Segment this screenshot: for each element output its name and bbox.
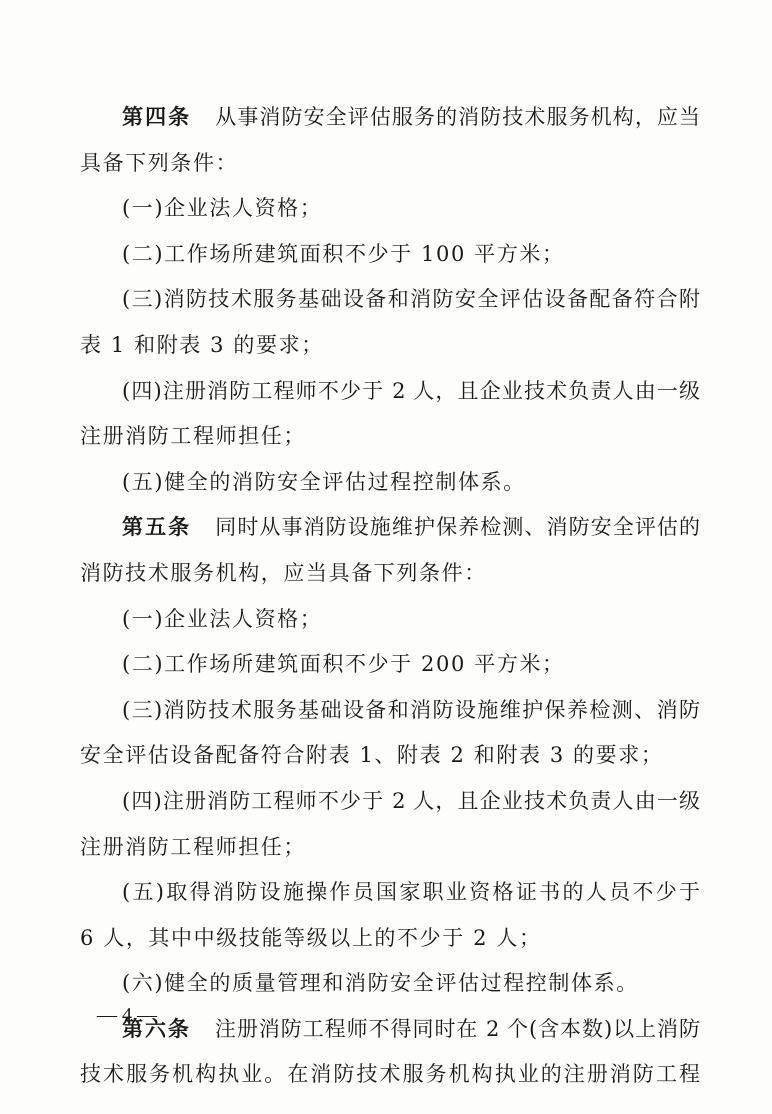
article-4-item-5: (五)健全的消防安全评估过程控制体系。 <box>122 469 526 494</box>
page-number: — 4 — <box>97 1004 157 1026</box>
article-5-item-4-continuation: 注册消防工程师担任； <box>80 834 306 859</box>
article-5-text: 同时从事消防设施维护保养检测、消防安全评估的 <box>215 515 700 540</box>
article-5-item-3: (三)消防技术服务基础设备和消防设施维护保养检测、消防 <box>122 697 700 722</box>
article-5-item-3-continuation: 安全评估设备配备符合附表 1、附表 2 和附表 3 的要求； <box>80 743 664 768</box>
article-4-item-2: (二)工作场所建筑面积不少于 100 平方米； <box>122 241 565 266</box>
article-5-item-1: (一)企业法人资格； <box>122 606 323 631</box>
article-4-heading: 第四条 <box>122 105 192 129</box>
article-5-item-2: (二)工作场所建筑面积不少于 200 平方米； <box>122 652 565 677</box>
document-body <box>80 95 700 1098</box>
article-4-text: 从事消防安全评估服务的消防技术服务机构，应当 <box>215 105 700 129</box>
article-5-item-5: (五)取得消防设施操作员国家职业资格证书的人员不少于 <box>122 880 700 905</box>
article-4-item-3: (三)消防技术服务基础设备和消防安全评估设备配备符合附 <box>122 287 700 312</box>
article-4-item-1: (一)企业法人资格； <box>122 196 323 221</box>
article-5-first-line <box>80 505 700 551</box>
article-4-item-3-continuation: 表 1 和附表 3 的要求； <box>80 332 324 357</box>
article-6-continuation: 技术服务机构执业。在消防技术服务机构执业的注册消防工程 <box>80 1062 700 1087</box>
article-6-text: 注册消防工程师不得同时在 2 个(含本数)以上消防 <box>214 1016 700 1041</box>
article-6-heading: 第六条 <box>122 1016 191 1041</box>
article-4-continuation: 具备下列条件： <box>80 150 239 175</box>
article-5-heading: 第五条 <box>122 515 192 540</box>
article-5-item-5-continuation: 6 人，其中中级技能等级以上的不少于 2 人； <box>80 925 542 950</box>
article-6-first-line <box>80 1007 700 1053</box>
article-5-continuation: 消防技术服务机构，应当具备下列条件： <box>80 560 487 585</box>
article-4-item-4: (四)注册消防工程师不少于 2 人，且企业技术负责人由一级 <box>122 378 700 403</box>
article-5-item-4: (四)注册消防工程师不少于 2 人，且企业技术负责人由一级 <box>122 788 700 813</box>
article-4-item-4-continuation: 注册消防工程师担任； <box>80 424 306 449</box>
article-4-first-line <box>80 95 700 141</box>
article-5-item-6: (六)健全的质量管理和消防安全评估过程控制体系。 <box>122 971 639 996</box>
